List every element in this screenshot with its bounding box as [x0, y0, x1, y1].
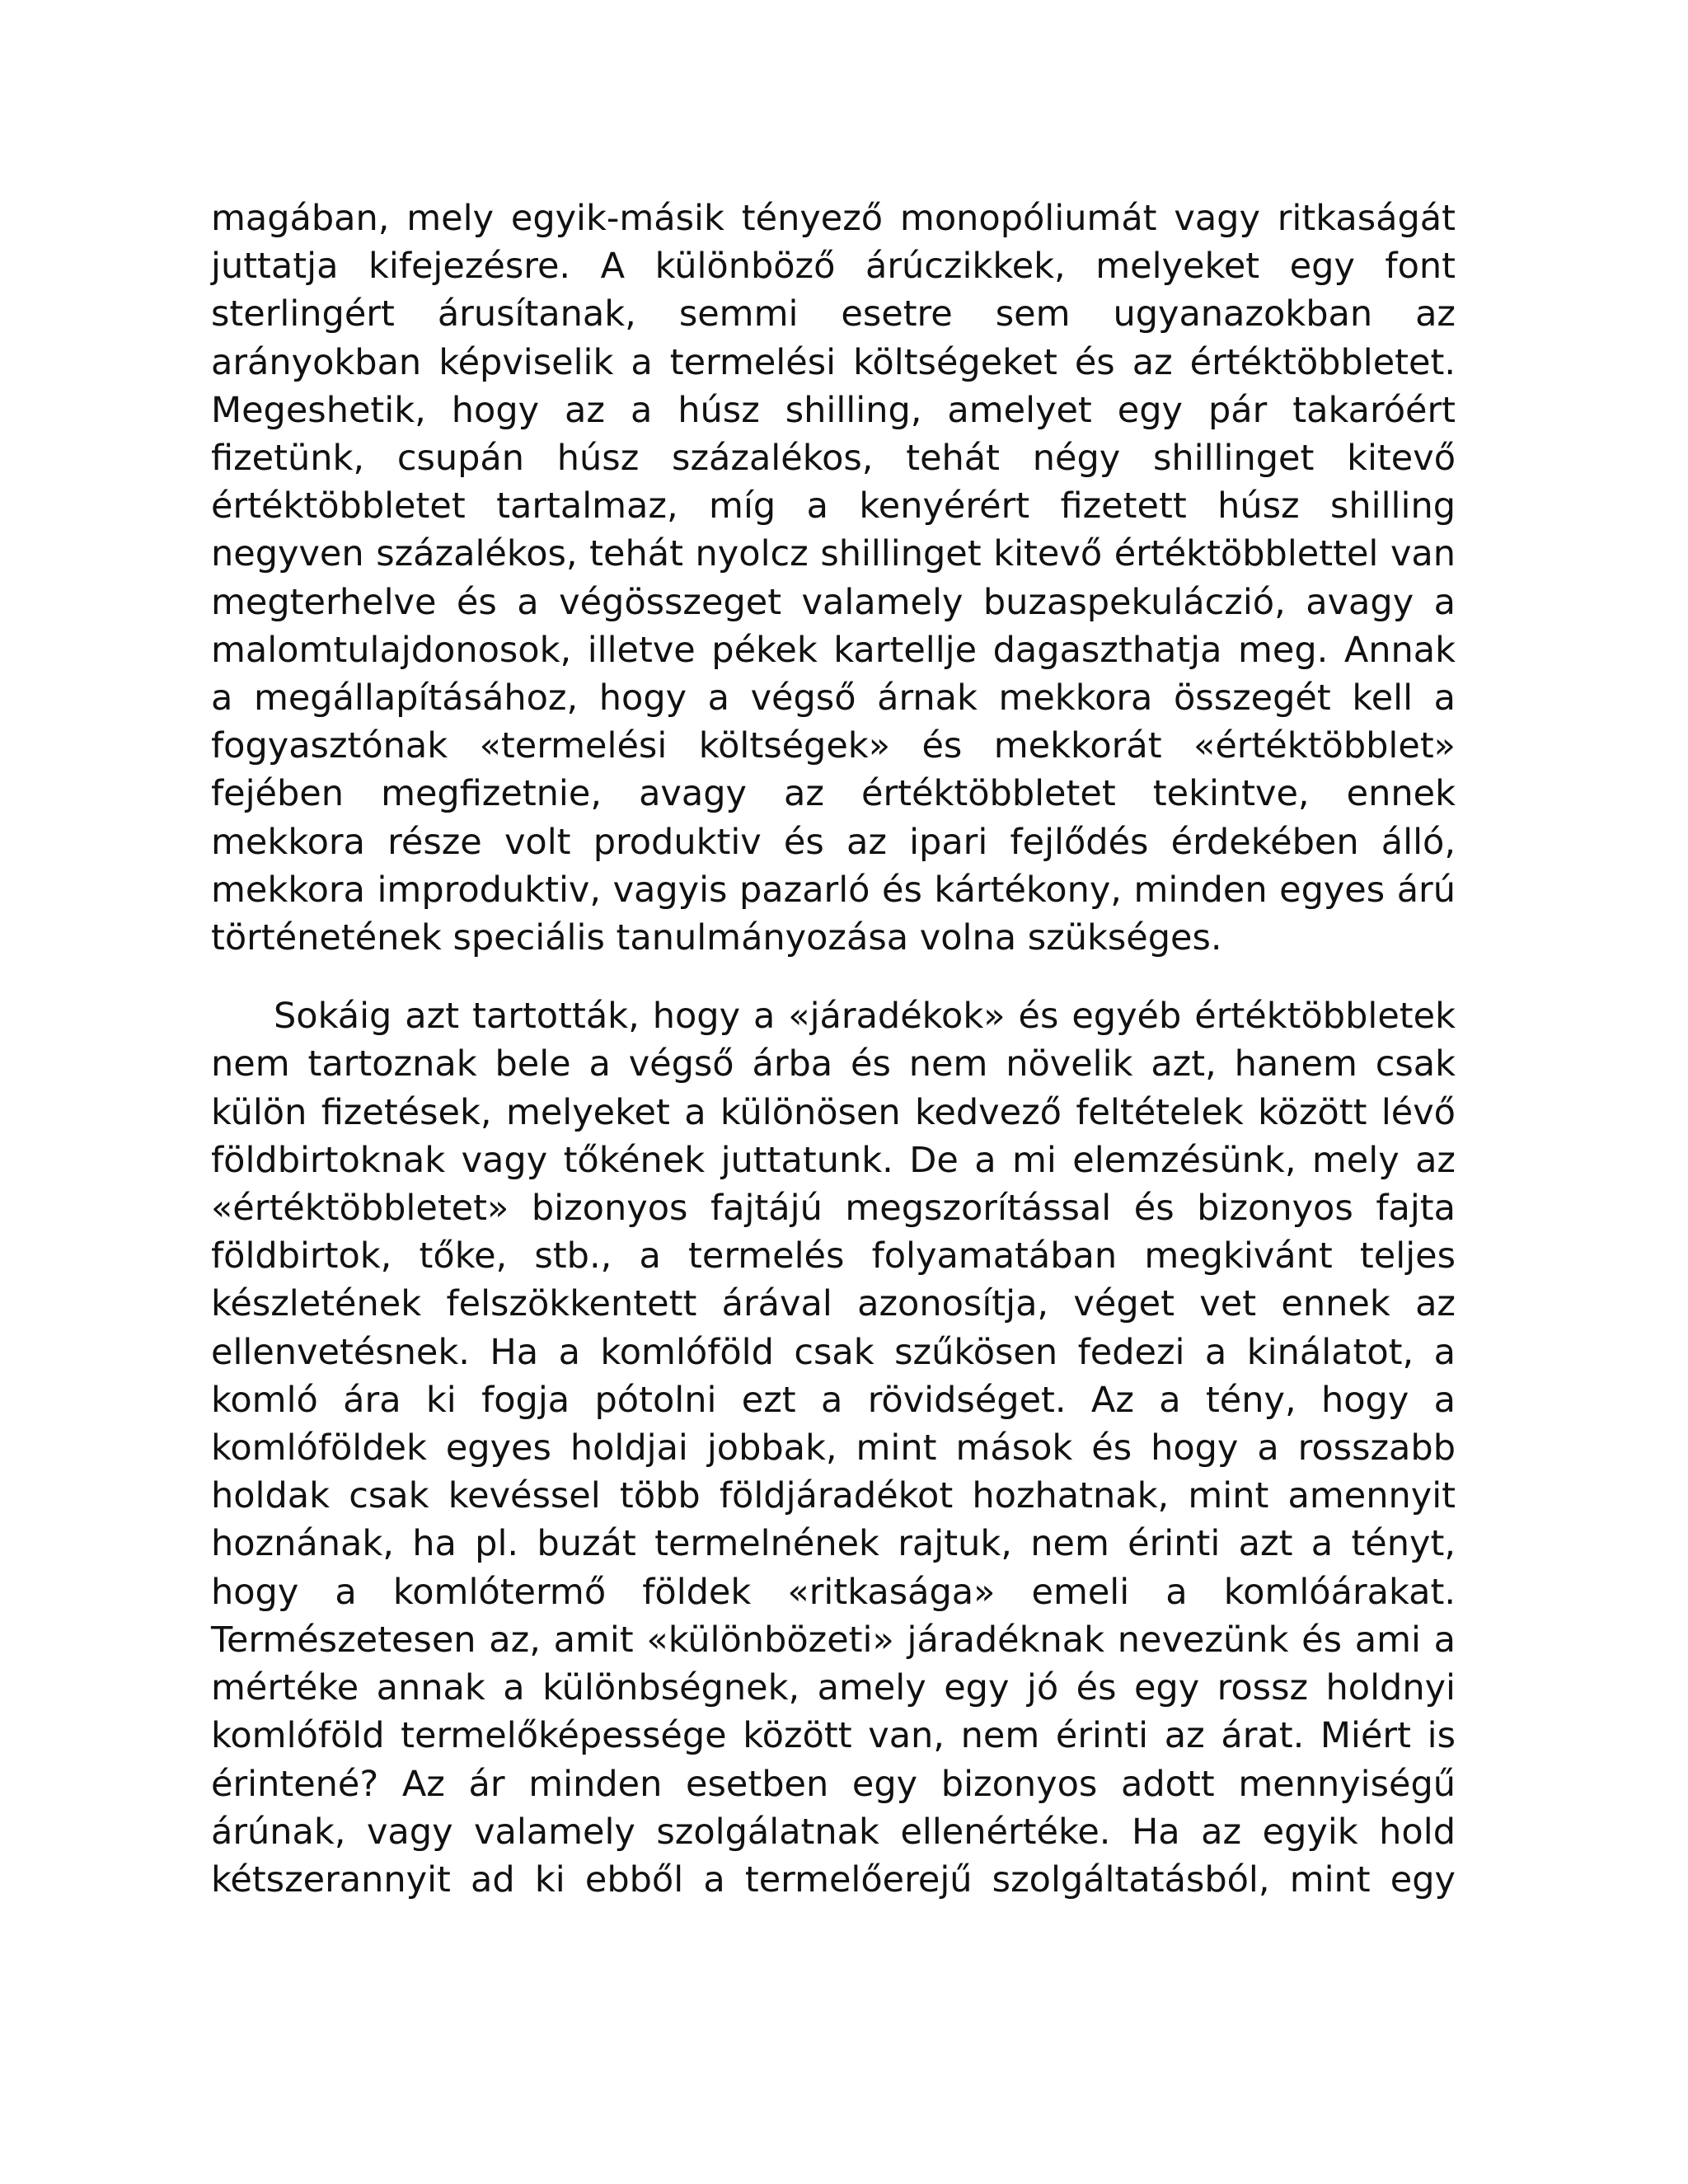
text-line: holdak csak kevéssel több földjáradékot hozhatnak, mint amennyit	[211, 1475, 1456, 1517]
text-line: ellenvetésnek. Ha a komlóföld csak szűkösen fedezi a kinálatot, a	[211, 1331, 1456, 1373]
text-line: Természetesen az, amit «különbözeti» járadéknak nevezünk és ami a	[211, 1619, 1456, 1661]
text-line: fogyasztónak «termelési költségek» és mekkorát «értéktöbblet»	[211, 725, 1456, 767]
text-line: árúnak, vagy valamely szolgálatnak ellenértéke. Ha az egyik hold	[211, 1811, 1456, 1853]
text-line: mekkora része volt produktiv és az ipari fejlődés érdekében álló,	[211, 821, 1456, 863]
text-line: Sokáig azt tartották, hogy a «járadékok» és egyéb értéktöbbletek	[274, 996, 1456, 1038]
text-line: földbirtoknak vagy tőkének juttatunk. De a mi elemzésünk, mely az	[211, 1139, 1456, 1181]
text-line: Megeshetik, hogy az a húsz shilling, amelyet egy pár takaróért	[211, 389, 1456, 431]
text-line: értéktöbbletet tartalmaz, míg a kenyérért fizetett húsz shilling	[211, 485, 1456, 527]
paragraph-2	[211, 992, 1456, 1904]
text-line: kétszerannyit ad ki ebből a termelőerejű szolgáltatásból, mint egy	[211, 1858, 1456, 1900]
text-line: juttatja kifejezésre. A különböző árúczikkek, melyeket egy font	[211, 246, 1456, 288]
text-line: «értéktöbbletet» bizonyos fajtájú megszorítással és bizonyos fajta	[211, 1188, 1456, 1230]
text-line: nem tartoznak bele a végső árba és nem növelik azt, hanem csak	[211, 1043, 1456, 1085]
text-line: megterhelve és a végösszeget valamely buzaspekuláczió, avagy a	[211, 581, 1456, 623]
text-line: arányokban képviselik a termelési költségeket és az értéktöbbletet.	[211, 341, 1456, 383]
text-line: sterlingért árusítanak, semmi esetre sem ugyanazokban az	[211, 293, 1456, 335]
text-line: malomtulajdonosok, illetve pékek kartellje dagaszthatja meg. Annak	[211, 629, 1456, 671]
text-line: mekkora improduktiv, vagyis pazarló és kártékony, minden egyes árú	[211, 869, 1456, 911]
text-line: komló ára ki fogja pótolni ezt a rövidséget. Az a tény, hogy a	[211, 1379, 1456, 1421]
text-line: mértéke annak a különbségnek, amely egy jó és egy rossz holdnyi	[211, 1667, 1456, 1709]
text-line: komlóföldek egyes holdjai jobbak, mint mások és hogy a rosszabb	[211, 1427, 1456, 1469]
text-line: készletének felszökkentett árával azonosítja, véget vet ennek az	[211, 1283, 1456, 1325]
text-line: negyven százalékos, tehát nyolcz shillinget kitevő értéktöbblettel van	[211, 533, 1456, 575]
text-line: külön fizetések, melyeket a különösen kedvező feltételek között lévő	[211, 1091, 1456, 1133]
text-line: fizetünk, csupán húsz százalékos, tehát négy shillinget kitevő	[211, 438, 1456, 480]
document-page	[211, 194, 1456, 1904]
text-line: hogy a komlótermő földek «ritkasága» emeli a komlóárakat.	[211, 1571, 1456, 1613]
text-line: hoznának, ha pl. buzát termelnének rajtuk, nem érinti azt a tényt,	[211, 1523, 1456, 1565]
text-line: érintené? Az ár minden esetben egy bizonyos adott mennyiségű	[211, 1763, 1456, 1805]
text-line: a megállapításához, hogy a végső árnak mekkora összegét kell a	[211, 677, 1456, 719]
paragraph-1	[211, 194, 1456, 962]
text-line: történetének speciális tanulmányozása volna szükséges.	[211, 917, 1222, 959]
text-line: komlóföld termelőképessége között van, nem érinti az árat. Miért is	[211, 1715, 1456, 1757]
text-line: földbirtok, tőke, stb., a termelés folyamatában megkivánt teljes	[211, 1235, 1456, 1277]
text-line: magában, mely egyik-másik tényező monopóliumát vagy ritkaságát	[211, 198, 1456, 239]
text-line: fejében megfizetnie, avagy az értéktöbbletet tekintve, ennek	[211, 773, 1456, 815]
